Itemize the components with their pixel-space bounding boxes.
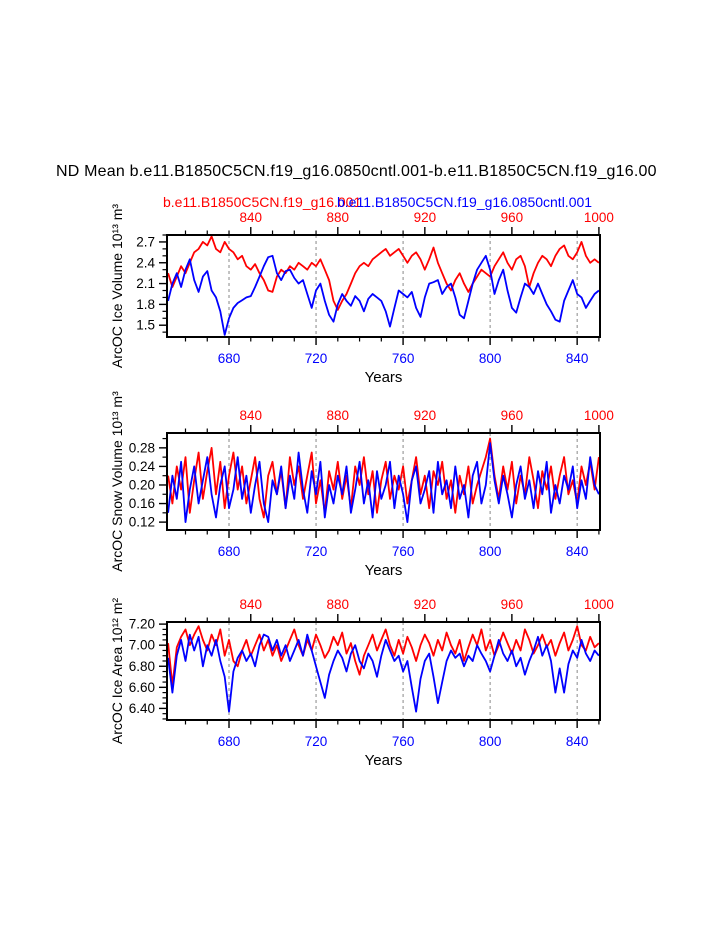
panel-1-y-tick-label: 2.4 [136, 255, 155, 271]
panel-1-x-axis-title: Years [364, 369, 403, 386]
panel-1-top-tick-label: 960 [500, 210, 524, 225]
panel-3-x-axis-title: Years [364, 752, 403, 769]
panel-1-bottom-tick-label: 680 [217, 351, 241, 366]
panel-2-bottom-tick-label: 720 [304, 544, 328, 559]
panel-2-y-tick-label: 0.16 [128, 496, 155, 512]
panel-1-top-tick-label: 1000 [583, 210, 614, 225]
panel-2-top-tick-label: 880 [326, 408, 350, 423]
panel-2 [109, 391, 614, 579]
panel-3-top-tick-label: 920 [413, 597, 437, 612]
panel-1-bottom-tick-label: 760 [391, 351, 415, 366]
panel-2-top-tick-label: 840 [239, 408, 263, 423]
panel-2-y-tick-label: 0.20 [128, 477, 155, 493]
panel-2-x-axis-title: Years [364, 562, 403, 579]
panel-3-bottom-tick-label: 680 [217, 734, 241, 749]
panel-3-bottom-tick-label: 760 [391, 734, 415, 749]
panel-3-bottom-tick-label: 720 [304, 734, 328, 749]
panel-3-bottom-tick-label: 840 [565, 734, 589, 749]
legend-red-case-label: b.e11.B1850C5CN.f19_g16.001 [163, 194, 362, 210]
panel-2-bottom-tick-label: 760 [391, 544, 415, 559]
panel-3 [109, 597, 614, 769]
panel-3-top-tick-label: 880 [326, 597, 350, 612]
panel-1-y-tick-label: 1.8 [136, 296, 155, 312]
panel-1-y-tick-label: 2.1 [136, 276, 155, 292]
panel-3-top-tick-label: 960 [500, 597, 524, 612]
panel-3-y-axis-title: ArcOC Ice Area 10¹² m² [109, 597, 125, 745]
panel-3-blue-series-line [168, 635, 599, 712]
page-title: ND Mean b.e11.B1850C5CN.f19_g16.0850cntl.001-b.e11.B1850C5CN.f19_g16.00 [56, 163, 657, 180]
panel-3-top-tick-label: 1000 [583, 597, 614, 612]
panel-1-blue-series-line [168, 256, 599, 335]
panel-1-y-axis-title: ArcOC Ice Volume 10¹³ m³ [109, 203, 125, 369]
panel-1-top-tick-label: 840 [239, 210, 263, 225]
legend-blue-case-label: b.e11.B1850C5CN.f19_g16.0850cntl.001 [337, 194, 593, 210]
panel-2-bottom-tick-label: 680 [217, 544, 241, 559]
panel-1-y-tick-label: 2.7 [136, 234, 155, 250]
panel-2-top-tick-label: 960 [500, 408, 524, 423]
panel-3-y-tick-label: 7.20 [128, 616, 155, 632]
panel-1-top-tick-label: 880 [326, 210, 350, 225]
panel-2-plot-border [167, 433, 600, 530]
panel-1-y-tick-label: 1.5 [136, 317, 155, 333]
panel-1-bottom-tick-label: 800 [478, 351, 502, 366]
panel-3-y-tick-label: 6.60 [128, 679, 155, 695]
panel-2-bottom-tick-label: 800 [478, 544, 502, 559]
panel-2-y-axis-title: ArcOC Snow Volume 10¹³ m³ [109, 391, 125, 572]
panel-3-y-tick-label: 6.80 [128, 658, 155, 674]
panel-2-y-tick-label: 0.24 [128, 458, 155, 474]
panel-2-top-tick-label: 1000 [583, 408, 614, 423]
panel-1-top-tick-label: 920 [413, 210, 437, 225]
panel-2-top-tick-label: 920 [413, 408, 437, 423]
panel-3-y-tick-label: 7.00 [128, 637, 155, 653]
panel-2-bottom-tick-label: 840 [565, 544, 589, 559]
panel-1-red-series-line [168, 236, 599, 310]
panel-1 [109, 204, 614, 386]
panel-2-y-tick-label: 0.12 [128, 514, 155, 530]
panel-2-y-tick-label: 0.28 [128, 440, 155, 456]
panel-1-bottom-tick-label: 720 [304, 351, 328, 366]
panel-3-top-tick-label: 840 [239, 597, 263, 612]
panel-3-y-tick-label: 6.40 [128, 700, 155, 716]
panel-1-bottom-tick-label: 840 [565, 351, 589, 366]
panel-3-bottom-tick-label: 800 [478, 734, 502, 749]
